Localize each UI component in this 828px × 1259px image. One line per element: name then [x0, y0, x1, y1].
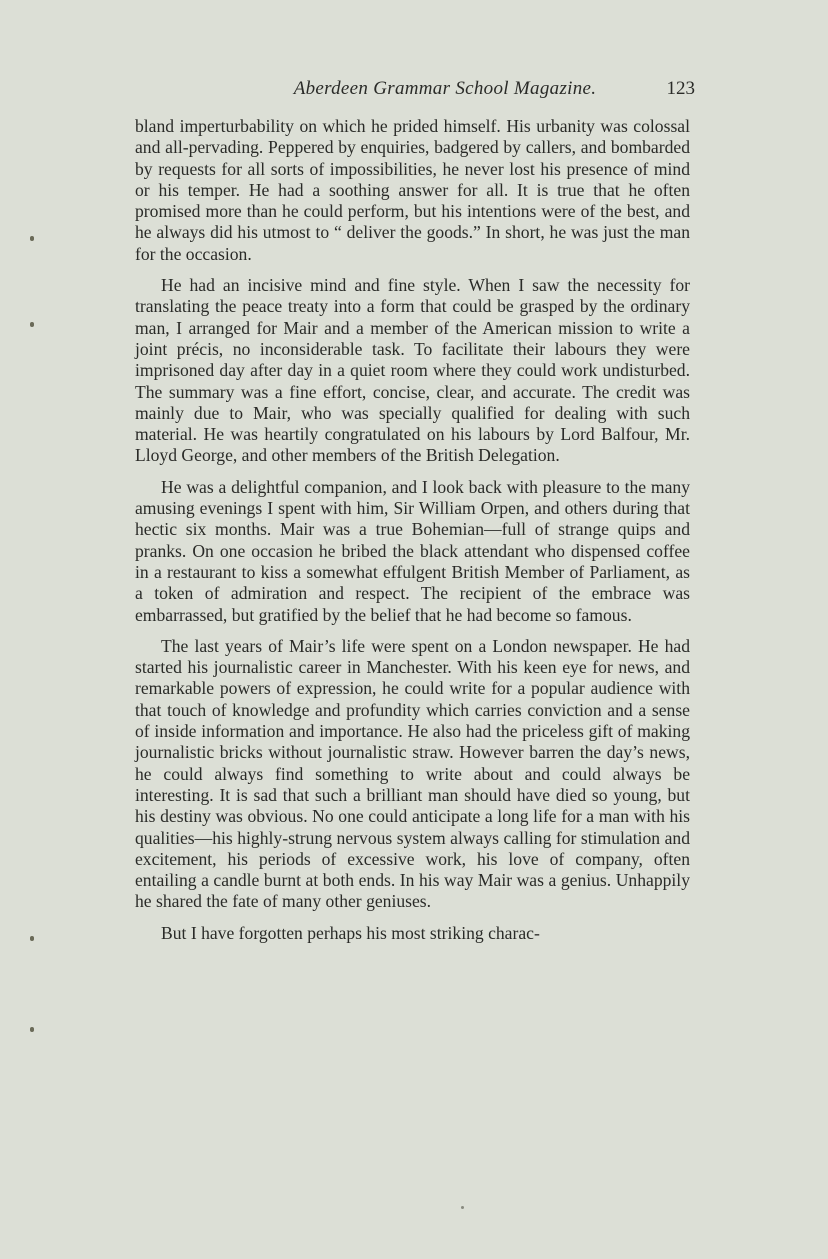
margin-mark [30, 322, 34, 327]
body-text [135, 116, 690, 954]
footer-mark [461, 1206, 464, 1209]
running-header [135, 78, 695, 104]
margin-mark [30, 1027, 34, 1032]
page-number: 123 [666, 78, 695, 99]
paragraph-continued: bland imperturbability on which he prided himself. His urbanity was colossal and all-pervading. Peppered by enquiries, badgered by callers, and bombarded by requests for all sorts of impossibilities, he never lost his presence of mind or his temper. He had a soothing answer for all. It is true that he often promised more than he could perform, but his intentions were of the best, and he always did his utmost to “ deliver the goods.” In short, he was just the man for the occasion. [135, 116, 690, 264]
margin-mark [30, 236, 34, 241]
paragraph-mind-and-style: He had an incisive mind and fine style. When I saw the necessity for translating the peace treaty into a form that could be grasped by the ordinary man, I arranged for Mair and a member of the American mission to write a joint précis, no inconsiderable task. To facilitate their labours they were imprisoned day after day in a quiet room where they could work undisturbed. The summary was a fine effort, concise, clear, and accurate. The credit was mainly due to Mair, who was specially qualified for dealing with such material. He was heartily congratulated on his labours by Lord Balfour, Mr. Lloyd George, and other members of the British Delegation. [135, 275, 690, 466]
paragraph-companion: He was a delightful companion, and I look back with pleasure to the many amusing evenings I spent with him, Sir William Orpen, and others during that hectic six months. Mair was a true Bohemian—full of strange quips and pranks. On one occasion he bribed the black attendant who dispensed coffee in a restaurant to kiss a somewhat effulgent British Member of Parliament, as a token of admiration and respect. The recipient of the embrace was embarrassed, but gratified by the belief that he had become so famous. [135, 476, 690, 625]
magazine-title: Aberdeen Grammar School Magazine. [293, 78, 597, 99]
paragraph-last-years: The last years of Mair’s life were spent on a London newspaper. He had started his journalistic career in Manchester. With his keen eye for news, and remarkable powers of expression, he could write for a popular audience with that touch of knowledge and profundity which carries conviction and a sense of inside information and importance. He also had the priceless gift of making journalistic bricks without journalistic straw. However barren the day’s news, he could always find something to write about and could always be interesting. It is sad that such a brilliant man should have died so young, but his destiny was obvious. No one could anticipate a long life for a man with his qualities—his highly-strung nervous system always calling for stimulation and excitement, his periods of excessive work, his love of company, often entailing a candle burnt at both ends. In his way Mair was a genius. Unhappily he shared the fate of many other geniuses. [135, 635, 690, 912]
margin-mark [30, 936, 34, 941]
paragraph-final-line: But I have forgotten perhaps his most striking charac- [161, 922, 540, 943]
